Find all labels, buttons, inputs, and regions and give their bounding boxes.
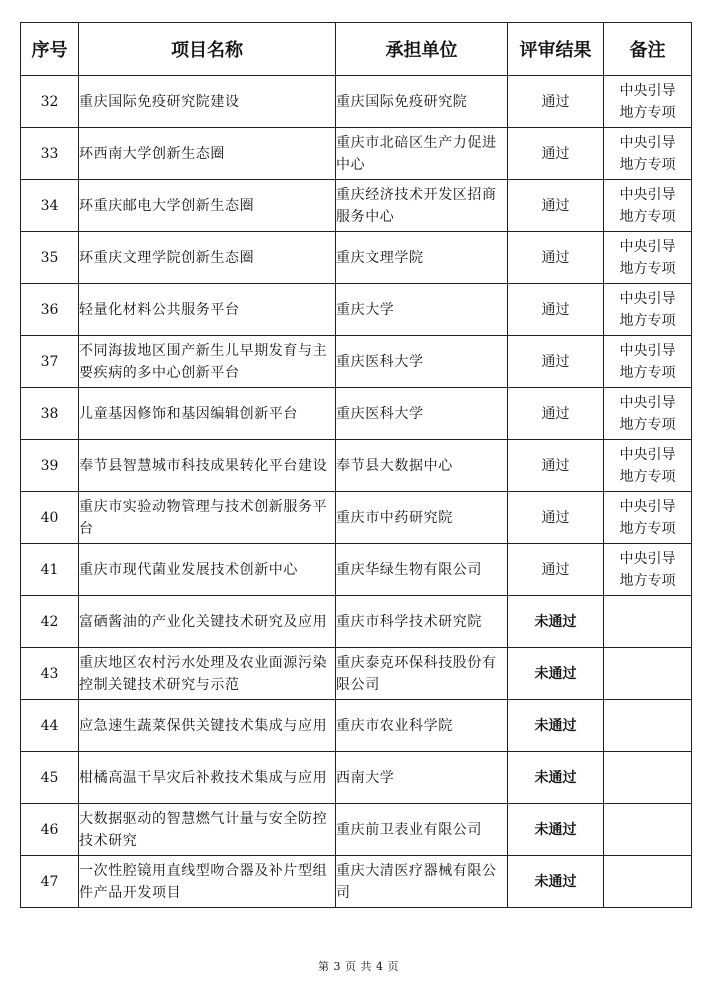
review-result: 通过: [508, 180, 604, 232]
project-name: 环重庆文理学院创新生态圈: [79, 232, 336, 284]
row-number: 36: [21, 284, 79, 336]
remarks-line: 中央引导: [619, 82, 676, 99]
remarks-cell: [604, 388, 692, 440]
project-name: 重庆市现代菌业发展技术创新中心: [79, 544, 336, 596]
row-number: 32: [21, 76, 79, 128]
remarks-line: 地方专项: [619, 364, 676, 381]
project-review-table: [20, 22, 692, 908]
table-row: [21, 128, 692, 180]
remarks-line: 地方专项: [619, 104, 676, 121]
remarks-cell: [604, 700, 692, 752]
project-name: 重庆国际免疫研究院建设: [79, 76, 336, 128]
row-number: 46: [21, 804, 79, 856]
review-result: 通过: [508, 336, 604, 388]
undertaking-unit: 重庆医科大学: [336, 388, 508, 440]
row-number: 37: [21, 336, 79, 388]
project-name: 轻量化材料公共服务平台: [79, 284, 336, 336]
remarks-cell: [604, 856, 692, 908]
undertaking-unit: 重庆经济技术开发区招商服务中心: [336, 180, 508, 232]
table-row: [21, 284, 692, 336]
project-name: 奉节县智慧城市科技成果转化平台建设: [79, 440, 336, 492]
header-remarks: 备注: [604, 23, 692, 76]
review-result: 通过: [508, 544, 604, 596]
undertaking-unit: 重庆市科学技术研究院: [336, 596, 508, 648]
remarks-cell: [604, 336, 692, 388]
remarks-line: 地方专项: [619, 260, 676, 277]
remarks-line: 中央引导: [619, 550, 676, 567]
undertaking-unit: 西南大学: [336, 752, 508, 804]
table-row: [21, 76, 692, 128]
table-row: [21, 336, 692, 388]
table-row: [21, 492, 692, 544]
remarks-cell: [604, 180, 692, 232]
row-number: 40: [21, 492, 79, 544]
row-number: 33: [21, 128, 79, 180]
project-name: 环西南大学创新生态圈: [79, 128, 336, 180]
table-row: [21, 648, 692, 700]
project-name: 儿童基因修饰和基因编辑创新平台: [79, 388, 336, 440]
remarks-cell: [604, 596, 692, 648]
table-row: [21, 752, 692, 804]
undertaking-unit: 重庆国际免疫研究院: [336, 76, 508, 128]
table-body: [21, 76, 692, 908]
table-row: [21, 180, 692, 232]
row-number: 38: [21, 388, 79, 440]
remarks-line: 中央引导: [619, 498, 676, 515]
table-row: [21, 856, 692, 908]
project-name: 柑橘高温干旱灾后补救技术集成与应用: [79, 752, 336, 804]
remarks-line: 中央引导: [619, 446, 676, 463]
review-result: 未通过: [508, 596, 604, 648]
remarks-line: 地方专项: [619, 468, 676, 485]
page-footer: 第 3 页 共 4 页: [318, 960, 399, 973]
review-result: 通过: [508, 492, 604, 544]
table-header-row: [21, 23, 692, 76]
remarks-line: 地方专项: [619, 208, 676, 225]
remarks-line: 中央引导: [619, 342, 676, 359]
remarks-line: 地方专项: [619, 312, 676, 329]
project-name: 应急速生蔬菜保供关键技术集成与应用: [79, 700, 336, 752]
remarks-line: 中央引导: [619, 134, 676, 151]
review-result: 未通过: [508, 700, 604, 752]
project-name: 重庆地区农村污水处理及农业面源污染控制关键技术研究与示范: [79, 648, 336, 700]
row-number: 41: [21, 544, 79, 596]
table-row: [21, 440, 692, 492]
project-name: 不同海拔地区围产新生儿早期发育与主要疾病的多中心创新平台: [79, 336, 336, 388]
review-result: 通过: [508, 388, 604, 440]
table-row: [21, 232, 692, 284]
review-result: 通过: [508, 232, 604, 284]
remarks-line: 中央引导: [619, 290, 676, 307]
project-name: 环重庆邮电大学创新生态圈: [79, 180, 336, 232]
undertaking-unit: 重庆大清医疗器械有限公司: [336, 856, 508, 908]
remarks-line: 中央引导: [619, 238, 676, 255]
table-row: [21, 700, 692, 752]
remarks-cell: [604, 648, 692, 700]
review-result: 未通过: [508, 648, 604, 700]
undertaking-unit: 重庆大学: [336, 284, 508, 336]
remarks-cell: [604, 128, 692, 180]
row-number: 35: [21, 232, 79, 284]
row-number: 39: [21, 440, 79, 492]
remarks-cell: [604, 440, 692, 492]
remarks-cell: [604, 492, 692, 544]
remarks-line: 地方专项: [619, 572, 676, 589]
project-name: 大数据驱动的智慧燃气计量与安全防控技术研究: [79, 804, 336, 856]
row-number: 43: [21, 648, 79, 700]
undertaking-unit: 重庆文理学院: [336, 232, 508, 284]
table-row: [21, 596, 692, 648]
remarks-line: 地方专项: [619, 416, 676, 433]
project-name: 富硒酱油的产业化关键技术研究及应用: [79, 596, 336, 648]
undertaking-unit: 重庆医科大学: [336, 336, 508, 388]
undertaking-unit: 重庆泰克环保科技股份有限公司: [336, 648, 508, 700]
header-number: 序号: [21, 23, 79, 76]
review-result: 通过: [508, 128, 604, 180]
table-row: [21, 388, 692, 440]
review-result: 未通过: [508, 856, 604, 908]
review-result: 未通过: [508, 752, 604, 804]
remarks-line: 地方专项: [619, 156, 676, 173]
undertaking-unit: 重庆前卫表业有限公司: [336, 804, 508, 856]
row-number: 45: [21, 752, 79, 804]
header-review-result: 评审结果: [508, 23, 604, 76]
review-result: 未通过: [508, 804, 604, 856]
remarks-cell: [604, 76, 692, 128]
row-number: 42: [21, 596, 79, 648]
review-result: 通过: [508, 284, 604, 336]
project-name: 一次性腔镜用直线型吻合器及补片型组件产品开发项目: [79, 856, 336, 908]
undertaking-unit: 重庆市中药研究院: [336, 492, 508, 544]
remarks-cell: [604, 284, 692, 336]
undertaking-unit: 重庆市农业科学院: [336, 700, 508, 752]
remarks-cell: [604, 804, 692, 856]
remarks-cell: [604, 544, 692, 596]
undertaking-unit: 奉节县大数据中心: [336, 440, 508, 492]
remarks-cell: [604, 232, 692, 284]
header-undertaking-unit: 承担单位: [336, 23, 508, 76]
row-number: 44: [21, 700, 79, 752]
review-result: 通过: [508, 440, 604, 492]
remarks-line: 地方专项: [619, 520, 676, 537]
review-result: 通过: [508, 76, 604, 128]
table-row: [21, 544, 692, 596]
remarks-line: 中央引导: [619, 394, 676, 411]
row-number: 47: [21, 856, 79, 908]
undertaking-unit: 重庆市北碚区生产力促进中心: [336, 128, 508, 180]
remarks-cell: [604, 752, 692, 804]
table-row: [21, 804, 692, 856]
row-number: 34: [21, 180, 79, 232]
undertaking-unit: 重庆华绿生物有限公司: [336, 544, 508, 596]
remarks-line: 中央引导: [619, 186, 676, 203]
project-name: 重庆市实验动物管理与技术创新服务平台: [79, 492, 336, 544]
header-project-name: 项目名称: [79, 23, 336, 76]
